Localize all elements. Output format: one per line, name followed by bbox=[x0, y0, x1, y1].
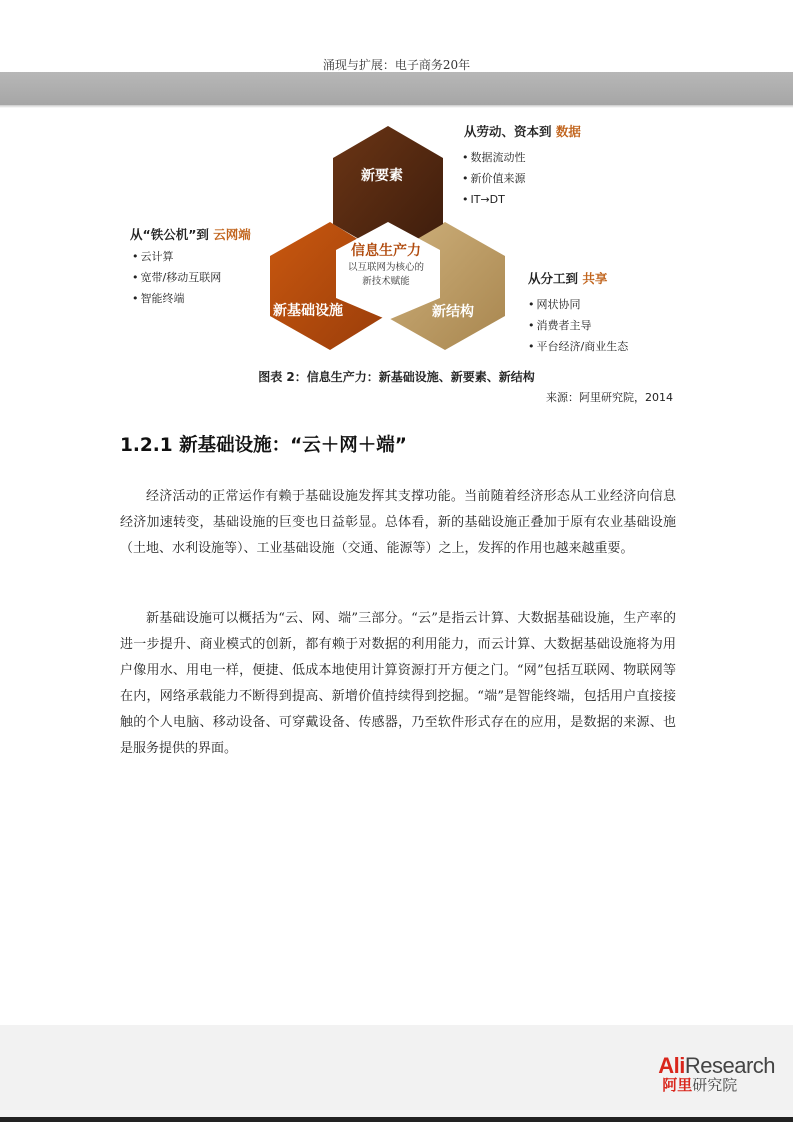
figure-source: 来源：阿里研究院，2014 bbox=[546, 391, 673, 404]
list-item: • 宽带/移动互联网 bbox=[132, 267, 221, 288]
center-subtitle-2: 新技术赋能 bbox=[362, 276, 410, 287]
center-title: 信息生产力 bbox=[351, 243, 421, 259]
figure-caption: 图表 2：信息生产力：新基础设施、新要素、新结构 bbox=[258, 370, 535, 384]
group-left-heading bbox=[130, 225, 251, 243]
logo-ali-text: Ali bbox=[658, 1053, 685, 1078]
group-left-list bbox=[132, 246, 221, 309]
hex-right-label: 新结构 bbox=[432, 304, 474, 320]
group-heading-highlight: 数据 bbox=[555, 124, 581, 139]
aliresearch-logo bbox=[658, 1055, 775, 1095]
section-heading: 1.2.1 新基础设施：“云＋网＋端” bbox=[120, 435, 407, 456]
logo-english bbox=[658, 1055, 775, 1077]
group-heading-prefix: 从劳动、资本到 bbox=[464, 124, 552, 139]
list-item: • 平台经济/商业生态 bbox=[528, 336, 628, 357]
list-item: • 云计算 bbox=[132, 246, 221, 267]
footer-rule bbox=[0, 1117, 793, 1122]
group-heading-prefix: 从分工到 bbox=[528, 271, 579, 286]
logo-cn-rest-text: 研究院 bbox=[692, 1077, 738, 1094]
center-subtitle-1: 以互联网为核心的 bbox=[347, 262, 424, 273]
logo-research-text: Research bbox=[684, 1053, 775, 1078]
productivity-diagram bbox=[0, 118, 793, 358]
header-bar bbox=[0, 72, 793, 105]
list-item: • 智能终端 bbox=[132, 288, 221, 309]
group-top-right-heading bbox=[464, 122, 581, 140]
group-right-list bbox=[528, 294, 628, 357]
group-heading-prefix: 从“铁公机”到 bbox=[130, 227, 209, 242]
list-item: • IT→DT bbox=[462, 189, 526, 210]
hexagon-graphic bbox=[0, 118, 793, 358]
hex-left-label: 新基础设施 bbox=[273, 303, 343, 319]
list-item: • 数据流动性 bbox=[462, 147, 526, 168]
logo-cn-ali-text: 阿里 bbox=[662, 1077, 693, 1094]
running-header: 涌现与扩展：电子商务20年 bbox=[322, 58, 471, 72]
paragraph: 经济活动的正常运作有赖于基础设施发挥其支撑功能。当前随着经济形态从工业经济向信息经济加速转变，基础设施的巨变也日益彰显。总体看，新的基础设施正叠加于原有农业基础设施（土地、水利设施等）、工业基础设施（交通、能源等）之上，发挥的作用也越来越重要。 bbox=[120, 489, 676, 556]
hex-top-label: 新要素 bbox=[361, 168, 403, 184]
logo-chinese bbox=[662, 1077, 775, 1095]
list-item: • 消费者主导 bbox=[528, 315, 628, 336]
list-item: • 网状协同 bbox=[528, 294, 628, 315]
paragraph: 新基础设施可以概括为“云、网、端”三部分。“云”是指云计算、大数据基础设施，生产率的进一步提升、商业模式的创新，都有赖于对数据的利用能力，而云计算、大数据基础设施将为用户像用水、用电一样，便捷、低成本地使用计算资源打开方便之门。“网”包括互联网、物联网等在内，网络承载能力不断得到提高、新增价值持续得到挖掘。“端”是智能终端，包括用户直接接触的个人电脑、移动设备、可穿戴设备、传感器，乃至软件形式存在的应用，是数据的来源、也是服务提供的界面。 bbox=[120, 611, 676, 756]
group-heading-highlight: 共享 bbox=[582, 271, 608, 286]
list-item: • 新价值来源 bbox=[462, 168, 526, 189]
group-top-right-list bbox=[462, 147, 526, 210]
group-right-heading bbox=[528, 269, 607, 287]
group-heading-highlight: 云网端 bbox=[213, 227, 251, 242]
